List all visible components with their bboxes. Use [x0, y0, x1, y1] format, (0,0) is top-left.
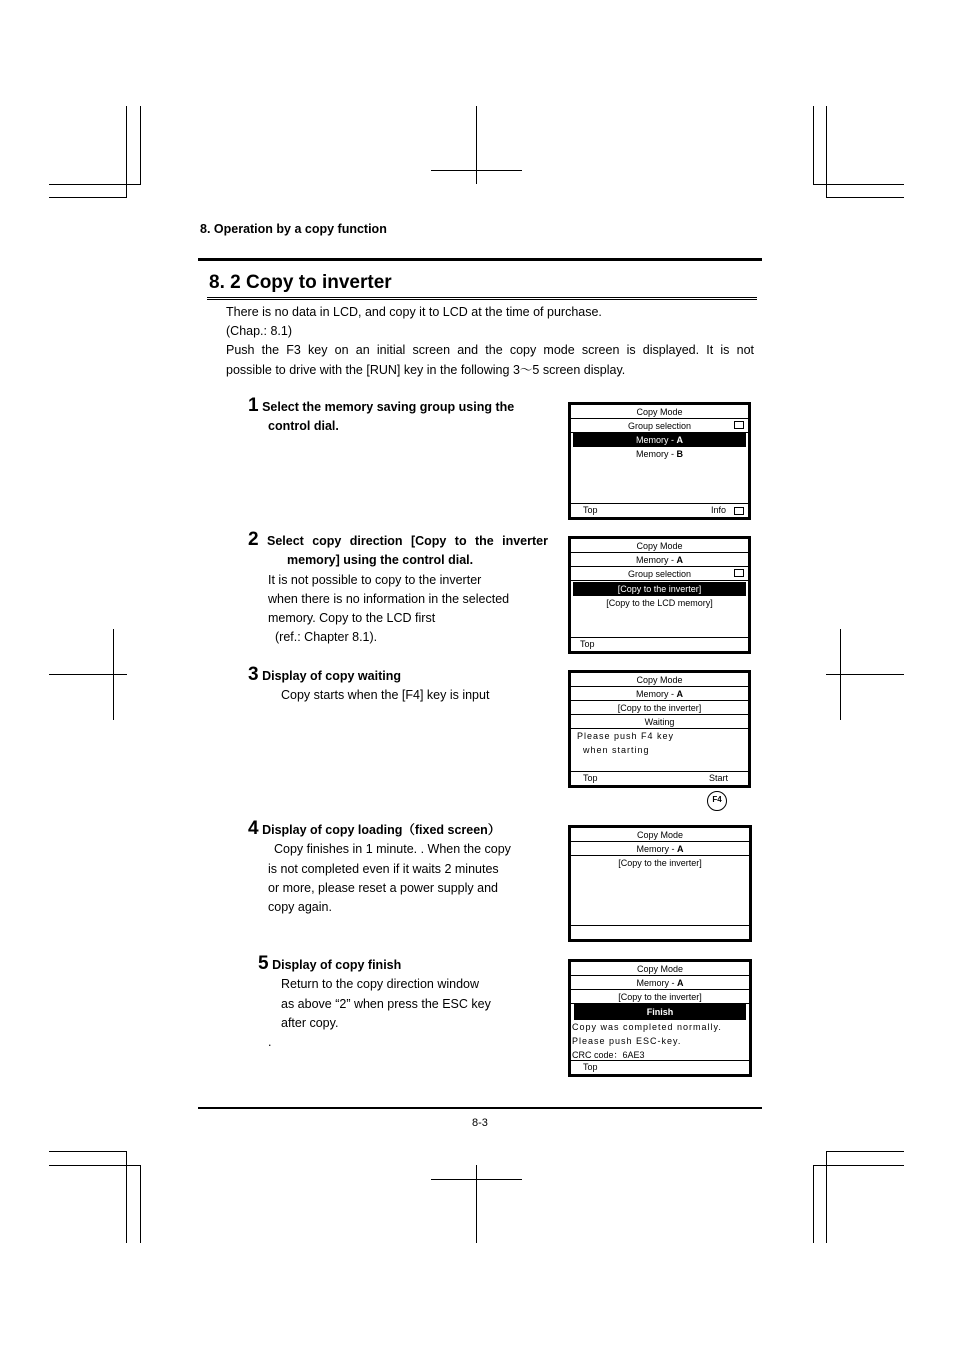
step-5	[258, 954, 558, 1052]
lcd-footer	[571, 771, 748, 785]
step-body-line: is not completed even if it waits 2 minutes	[268, 861, 499, 876]
step-body-line: Copy finishes in 1 minute. . When the copy	[274, 842, 511, 857]
page-title: 8. 2 Copy to inverter	[209, 272, 392, 293]
intro-line: Push the F3 key on an initial screen and the copy mode screen is displayed. It is not	[226, 343, 754, 358]
step-heading-cont: memory] using the control dial.	[287, 553, 474, 568]
lcd-message: Please push F4 key	[577, 731, 675, 741]
lcd-footer	[571, 1060, 749, 1074]
step-body-line: .	[268, 1035, 272, 1050]
lcd-screen-copy-loading	[568, 825, 752, 942]
page-number: 8-3	[472, 1117, 488, 1129]
lcd-softkey-top: Top	[580, 639, 595, 649]
lcd-title: Copy Mode	[571, 539, 748, 553]
title-underline	[207, 297, 757, 298]
f4-key-icon: F4	[707, 791, 727, 811]
lcd-row-group	[571, 419, 748, 433]
step-body-line: as above “2” when press the ESC key	[281, 996, 491, 1011]
lcd-memory: Memory - A	[571, 687, 748, 701]
lcd-softkey-info: Info	[710, 505, 726, 515]
lcd-status-finish: Finish	[574, 1004, 746, 1020]
lcd-direction: [Copy to the inverter]	[618, 858, 702, 868]
step-number: 5	[258, 953, 269, 974]
lcd-direction: [Copy to the inverter]	[571, 701, 748, 715]
step-1	[248, 396, 548, 437]
square-icon	[734, 421, 744, 429]
square-icon	[734, 507, 744, 515]
square-icon	[734, 569, 744, 577]
lcd-title: Copy Mode	[571, 962, 749, 976]
step-body-line: when there is no information in the selected	[268, 591, 510, 606]
step-heading: Display of copy loading（fixed screen）	[262, 823, 501, 837]
step-body-line: Return to the copy direction window	[281, 977, 480, 992]
step-3	[248, 665, 548, 706]
lcd-row-group	[571, 567, 748, 581]
step-body-line: Copy starts when the [F4] key is input	[281, 688, 490, 703]
lcd-option-memory-b: Memory - B	[636, 449, 683, 459]
lcd-screen-group-selection	[568, 402, 751, 520]
lcd-option-copy-to-inverter: [Copy to the inverter]	[573, 582, 746, 596]
step-heading: Display of copy finish	[272, 958, 402, 972]
lcd-direction: [Copy to the inverter]	[571, 990, 749, 1004]
section-header: 8. Operation by a copy function	[200, 222, 387, 236]
header-rule	[198, 258, 762, 261]
lcd-softkey-top: Top	[583, 1062, 598, 1072]
lcd-softkey-start: Start	[708, 773, 728, 783]
lcd-option-copy-to-lcd: [Copy to the LCD memory]	[606, 598, 713, 608]
lcd-memory: Memory - A	[571, 842, 749, 856]
step-body-line: copy again.	[268, 900, 332, 915]
lcd-footer	[571, 503, 748, 517]
lcd-memory: Memory - A	[571, 976, 749, 990]
lcd-group-label: Group selection	[627, 421, 692, 431]
lcd-title: Copy Mode	[571, 828, 749, 842]
step-heading-cont: control dial.	[268, 419, 339, 434]
lcd-softkey-top: Top	[583, 773, 598, 783]
step-number: 1	[248, 395, 259, 416]
lcd-crc-code: CRC code：6AE3	[572, 1050, 645, 1060]
lcd-title: Copy Mode	[571, 673, 748, 687]
step-body-line: It is not possible to copy to the inverter	[268, 572, 482, 587]
lcd-group-label: Group selection	[627, 569, 692, 579]
lcd-screen-copy-direction	[568, 536, 751, 654]
lcd-message: Please push ESC-key.	[572, 1036, 682, 1046]
step-heading: Select the memory saving group using the	[262, 400, 515, 414]
title-underline-double	[207, 299, 757, 300]
step-4	[248, 819, 548, 917]
lcd-footer	[571, 925, 749, 939]
step-body-line: or more, please reset a power supply and	[268, 880, 498, 895]
lcd-title: Copy Mode	[571, 405, 748, 419]
lcd-softkey-top: Top	[583, 505, 598, 515]
footer-rule	[198, 1107, 762, 1109]
intro-line: (Chap.: 8.1)	[226, 324, 293, 339]
step-number: 2	[248, 529, 259, 550]
lcd-footer	[571, 637, 748, 651]
step-number: 4	[248, 818, 259, 839]
step-body-line: after copy.	[281, 1015, 339, 1030]
lcd-screen-copy-finish	[568, 959, 752, 1077]
lcd-message: Copy was completed normally.	[572, 1022, 722, 1032]
lcd-option-memory-a: Memory - A	[573, 433, 746, 447]
step-body-line: (ref.: Chapter 8.1).	[275, 630, 378, 645]
lcd-message: when starting	[583, 745, 650, 755]
lcd-memory: Memory - A	[571, 553, 748, 567]
lcd-screen-copy-waiting	[568, 670, 751, 788]
step-2	[248, 530, 548, 648]
step-body-line: memory. Copy to the LCD first	[268, 611, 436, 626]
step-number: 3	[248, 664, 259, 685]
intro-line: There is no data in LCD, and copy it to LCD at the time of purchase.	[226, 305, 602, 319]
intro-line: possible to drive with the [RUN] key in the following 3～5 screen display.	[226, 362, 626, 377]
step-heading: Display of copy waiting	[262, 669, 401, 683]
step-heading: Select copy direction [Copy to the inverter	[266, 534, 548, 548]
intro-text	[226, 303, 754, 380]
lcd-status: Waiting	[571, 715, 748, 729]
